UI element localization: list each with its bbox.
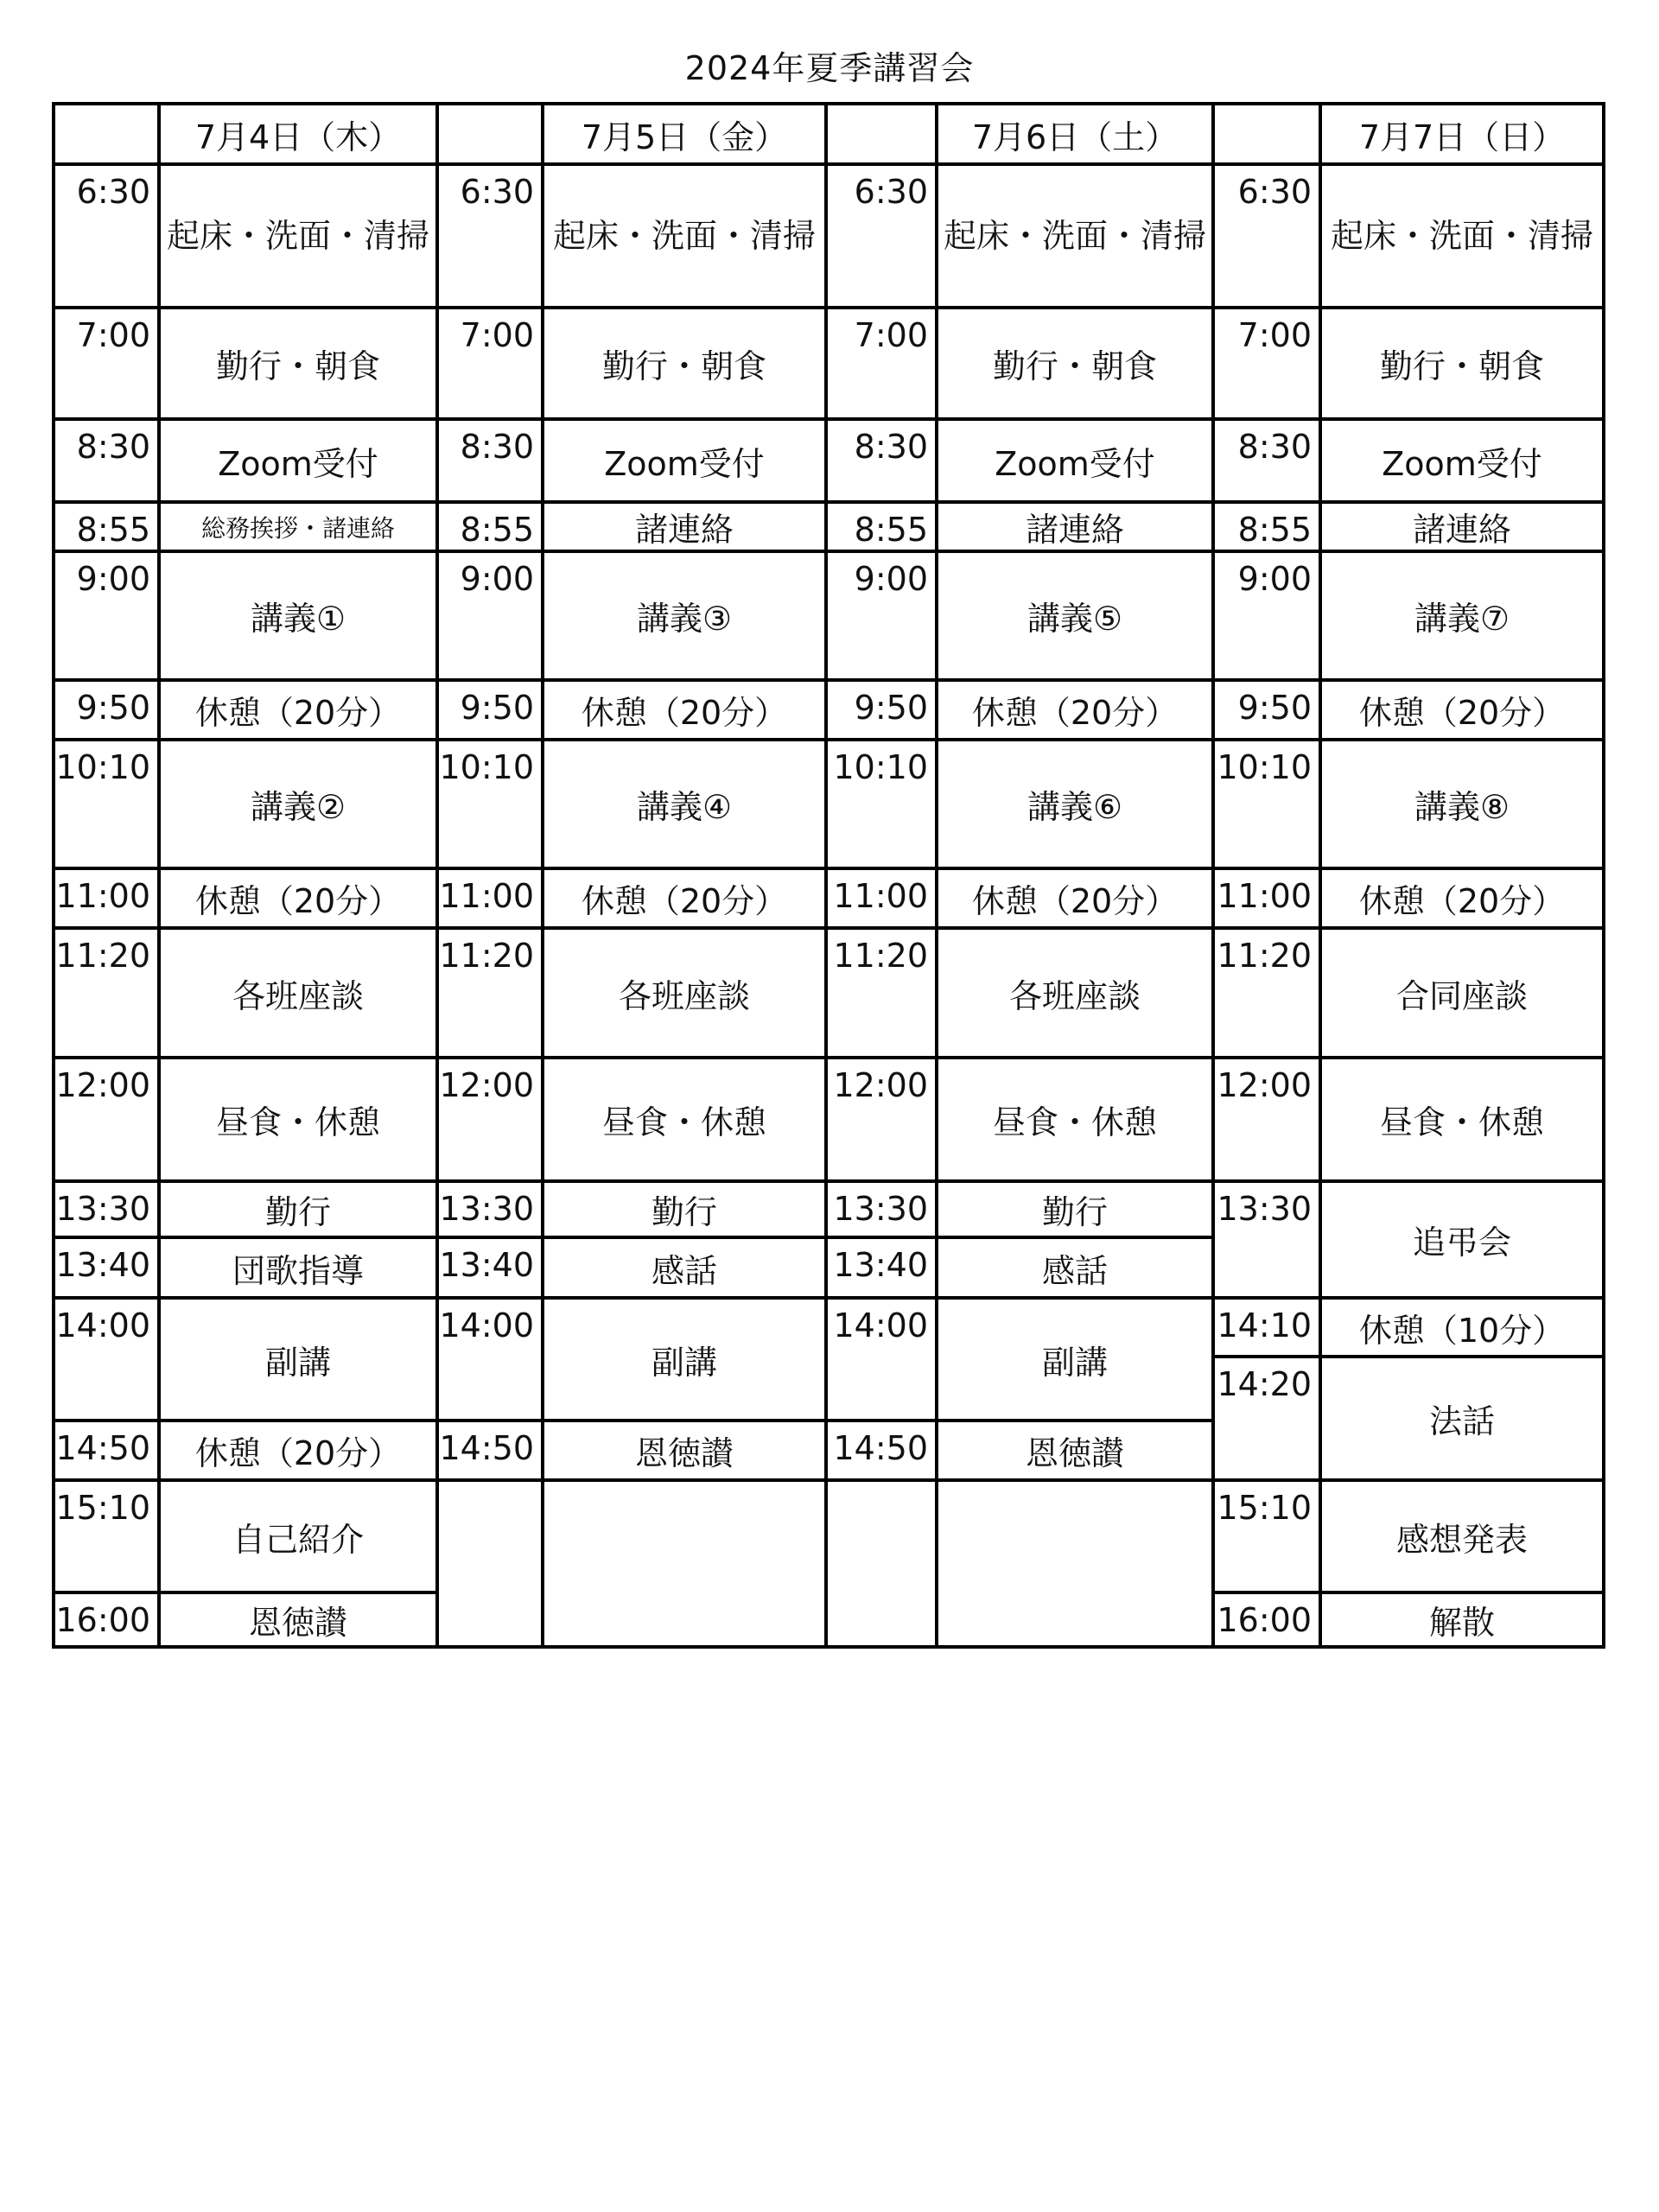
time-cell	[1215, 741, 1322, 870]
time-label: 13:30	[55, 1190, 150, 1228]
time-cell	[1215, 166, 1322, 309]
activity-cell: 解散	[1322, 1594, 1605, 1649]
time-cell	[828, 1422, 938, 1482]
activity-cell: 恩徳讃	[161, 1594, 439, 1649]
activity-cell: Zoom受付	[938, 421, 1215, 504]
activity-cell: 起床・洗面・清掃	[544, 166, 828, 309]
time-cell	[55, 1059, 161, 1183]
time-cell	[828, 553, 938, 682]
time-label: 6:30	[76, 173, 150, 211]
activity-cell: 感想発表	[1322, 1482, 1605, 1594]
time-cell	[55, 1482, 161, 1594]
time-cell	[439, 504, 544, 553]
activity-cell: 合同座談	[1322, 930, 1605, 1059]
time-label: 10:10	[55, 748, 150, 786]
time-label: 15:10	[1217, 1489, 1312, 1527]
time-cell	[439, 1300, 544, 1422]
time-label: 14:00	[439, 1306, 534, 1344]
time-label: 13:30	[833, 1190, 928, 1228]
time-label: 6:30	[1237, 173, 1312, 211]
time-label: 9:50	[1237, 689, 1312, 727]
time-cell	[828, 1059, 938, 1183]
time-label: 11:20	[439, 937, 534, 975]
time-cell	[55, 421, 161, 504]
activity-cell: 諸連絡	[938, 504, 1215, 553]
time-label: 9:00	[854, 560, 928, 598]
time-label: 11:20	[1217, 937, 1312, 975]
time-cell	[828, 741, 938, 870]
time-label: 11:00	[833, 877, 928, 915]
time-cell	[439, 741, 544, 870]
activity-cell: 勤行・朝食	[544, 309, 828, 421]
day-header: 7月7日（日）	[1322, 105, 1605, 166]
activity-cell: 各班座談	[544, 930, 828, 1059]
time-cell	[1215, 870, 1322, 930]
empty-time-cell	[439, 1482, 544, 1649]
time-label: 11:00	[439, 877, 534, 915]
time-cell	[439, 1239, 544, 1300]
time-cell	[439, 870, 544, 930]
time-cell	[55, 1239, 161, 1300]
time-label: 7:00	[76, 316, 150, 354]
time-cell	[828, 504, 938, 553]
time-label: 8:30	[460, 428, 534, 466]
time-label: 16:00	[55, 1601, 150, 1639]
time-cell	[828, 421, 938, 504]
time-label: 9:00	[460, 560, 534, 598]
activity-cell: 講義⑦	[1322, 553, 1605, 682]
time-cell	[439, 309, 544, 421]
activity-cell: 感話	[544, 1239, 828, 1300]
time-cell	[828, 1300, 938, 1422]
time-cell	[828, 309, 938, 421]
activity-cell: 起床・洗面・清掃	[161, 166, 439, 309]
time-cell	[55, 553, 161, 682]
schedule-table	[52, 102, 1605, 1649]
activity-cell: 総務挨拶・諸連絡	[161, 504, 439, 553]
activity-cell: 休憩（20分）	[1322, 682, 1605, 741]
activity-cell: 休憩（10分）	[1322, 1300, 1605, 1358]
time-cell	[1215, 1059, 1322, 1183]
time-label: 13:40	[439, 1246, 534, 1284]
time-label: 8:55	[460, 511, 534, 549]
activity-cell: 講義⑧	[1322, 741, 1605, 870]
empty-activity-cell	[544, 1482, 828, 1649]
time-cell	[1215, 553, 1322, 682]
time-header-cell	[828, 105, 938, 166]
time-label: 10:10	[1217, 748, 1312, 786]
activity-cell: 感話	[938, 1239, 1215, 1300]
time-cell	[439, 421, 544, 504]
day-header: 7月5日（金）	[544, 105, 828, 166]
page-title: 2024年夏季講習会	[684, 49, 975, 87]
time-label: 6:30	[460, 173, 534, 211]
activity-cell: 各班座談	[938, 930, 1215, 1059]
time-cell	[439, 930, 544, 1059]
time-cell	[55, 166, 161, 309]
activity-cell: 休憩（20分）	[161, 682, 439, 741]
time-label: 14:50	[833, 1429, 928, 1467]
time-label: 13:40	[833, 1246, 928, 1284]
time-cell	[439, 553, 544, 682]
time-cell	[828, 1239, 938, 1300]
activity-cell: 講義⑤	[938, 553, 1215, 682]
activity-cell: 副講	[161, 1300, 439, 1422]
time-cell	[1215, 504, 1322, 553]
time-cell	[1215, 1183, 1322, 1300]
activity-cell: 追弔会	[1322, 1183, 1605, 1300]
time-label: 8:55	[1237, 511, 1312, 549]
activity-cell: 休憩（20分）	[544, 682, 828, 741]
time-cell	[828, 870, 938, 930]
time-label: 11:20	[833, 937, 928, 975]
time-cell	[55, 682, 161, 741]
activity-cell: 副講	[544, 1300, 828, 1422]
activity-cell: 自己紹介	[161, 1482, 439, 1594]
activity-cell: 勤行・朝食	[161, 309, 439, 421]
time-cell	[1215, 1594, 1322, 1649]
day-header: 7月4日（木）	[161, 105, 439, 166]
time-label: 14:00	[55, 1306, 150, 1344]
time-label: 7:00	[854, 316, 928, 354]
time-label: 14:50	[55, 1429, 150, 1467]
empty-activity-cell	[938, 1482, 1215, 1649]
day-header: 7月6日（土）	[938, 105, 1215, 166]
time-label: 14:10	[1217, 1306, 1312, 1344]
activity-cell: 昼食・休憩	[1322, 1059, 1605, 1183]
time-cell	[439, 1183, 544, 1239]
time-cell	[55, 930, 161, 1059]
time-cell	[828, 930, 938, 1059]
activity-cell: 恩徳讃	[544, 1422, 828, 1482]
time-header-cell	[1215, 105, 1322, 166]
activity-cell: 昼食・休憩	[544, 1059, 828, 1183]
time-label: 7:00	[1237, 316, 1312, 354]
time-label: 9:00	[1237, 560, 1312, 598]
activity-cell: 諸連絡	[1322, 504, 1605, 553]
time-label: 13:30	[439, 1190, 534, 1228]
activity-cell: 各班座談	[161, 930, 439, 1059]
time-header-cell	[55, 105, 161, 166]
activity-cell: 副講	[938, 1300, 1215, 1422]
activity-cell: 法話	[1322, 1358, 1605, 1482]
time-label: 9:00	[76, 560, 150, 598]
time-cell	[55, 1422, 161, 1482]
time-label: 7:00	[460, 316, 534, 354]
activity-cell: 勤行	[161, 1183, 439, 1239]
time-label: 14:50	[439, 1429, 534, 1467]
time-header-cell	[439, 105, 544, 166]
activity-cell: 講義①	[161, 553, 439, 682]
time-cell	[439, 166, 544, 309]
activity-cell: 休憩（20分）	[1322, 870, 1605, 930]
time-label: 6:30	[854, 173, 928, 211]
activity-cell: 起床・洗面・清掃	[938, 166, 1215, 309]
activity-cell: 諸連絡	[544, 504, 828, 553]
activity-cell: 休憩（20分）	[938, 682, 1215, 741]
time-cell	[1215, 682, 1322, 741]
time-label: 12:00	[1217, 1066, 1312, 1104]
activity-cell: 昼食・休憩	[161, 1059, 439, 1183]
time-cell	[828, 682, 938, 741]
time-label: 13:40	[55, 1246, 150, 1284]
activity-cell: 昼食・休憩	[938, 1059, 1215, 1183]
time-cell	[1215, 930, 1322, 1059]
activity-cell: 恩徳讃	[938, 1422, 1215, 1482]
time-cell	[55, 1183, 161, 1239]
time-cell	[55, 504, 161, 553]
time-label: 13:30	[1217, 1190, 1312, 1228]
activity-cell: 勤行	[544, 1183, 828, 1239]
time-label: 8:55	[76, 511, 150, 549]
activity-cell: 講義②	[161, 741, 439, 870]
time-label: 11:20	[55, 937, 150, 975]
time-cell	[828, 166, 938, 309]
time-label: 8:55	[854, 511, 928, 549]
activity-cell: 休憩（20分）	[544, 870, 828, 930]
time-cell	[439, 1059, 544, 1183]
time-cell	[55, 1300, 161, 1422]
time-label: 8:30	[76, 428, 150, 466]
activity-cell: 講義③	[544, 553, 828, 682]
time-cell	[55, 309, 161, 421]
activity-cell: 勤行・朝食	[938, 309, 1215, 421]
time-label: 14:00	[833, 1306, 928, 1344]
empty-time-cell	[828, 1482, 938, 1649]
time-label: 12:00	[55, 1066, 150, 1104]
activity-cell: 団歌指導	[161, 1239, 439, 1300]
time-cell	[1215, 1358, 1322, 1482]
time-cell	[55, 741, 161, 870]
time-cell	[1215, 421, 1322, 504]
activity-cell: 休憩（20分）	[938, 870, 1215, 930]
time-label: 9:50	[460, 689, 534, 727]
time-label: 8:30	[1237, 428, 1312, 466]
activity-cell: 勤行・朝食	[1322, 309, 1605, 421]
activity-cell: Zoom受付	[544, 421, 828, 504]
time-cell	[439, 1422, 544, 1482]
time-label: 12:00	[833, 1066, 928, 1104]
time-label: 16:00	[1217, 1601, 1312, 1639]
time-label: 9:50	[76, 689, 150, 727]
activity-cell: 起床・洗面・清掃	[1322, 166, 1605, 309]
time-cell	[55, 1594, 161, 1649]
time-cell	[55, 870, 161, 930]
time-label: 14:20	[1217, 1365, 1312, 1403]
activity-cell: 講義④	[544, 741, 828, 870]
time-cell	[1215, 1482, 1322, 1594]
time-label: 9:50	[854, 689, 928, 727]
time-label: 8:30	[854, 428, 928, 466]
time-cell	[439, 682, 544, 741]
activity-cell: 勤行	[938, 1183, 1215, 1239]
time-cell	[1215, 1300, 1322, 1358]
time-label: 10:10	[833, 748, 928, 786]
activity-cell: Zoom受付	[161, 421, 439, 504]
activity-cell: Zoom受付	[1322, 421, 1605, 504]
time-label: 10:10	[439, 748, 534, 786]
time-cell	[1215, 309, 1322, 421]
activity-cell: 休憩（20分）	[161, 1422, 439, 1482]
time-label: 12:00	[439, 1066, 534, 1104]
time-cell	[828, 1183, 938, 1239]
activity-cell: 休憩（20分）	[161, 870, 439, 930]
time-label: 11:00	[55, 877, 150, 915]
activity-cell: 講義⑥	[938, 741, 1215, 870]
time-label: 11:00	[1217, 877, 1312, 915]
time-label: 15:10	[55, 1489, 150, 1527]
